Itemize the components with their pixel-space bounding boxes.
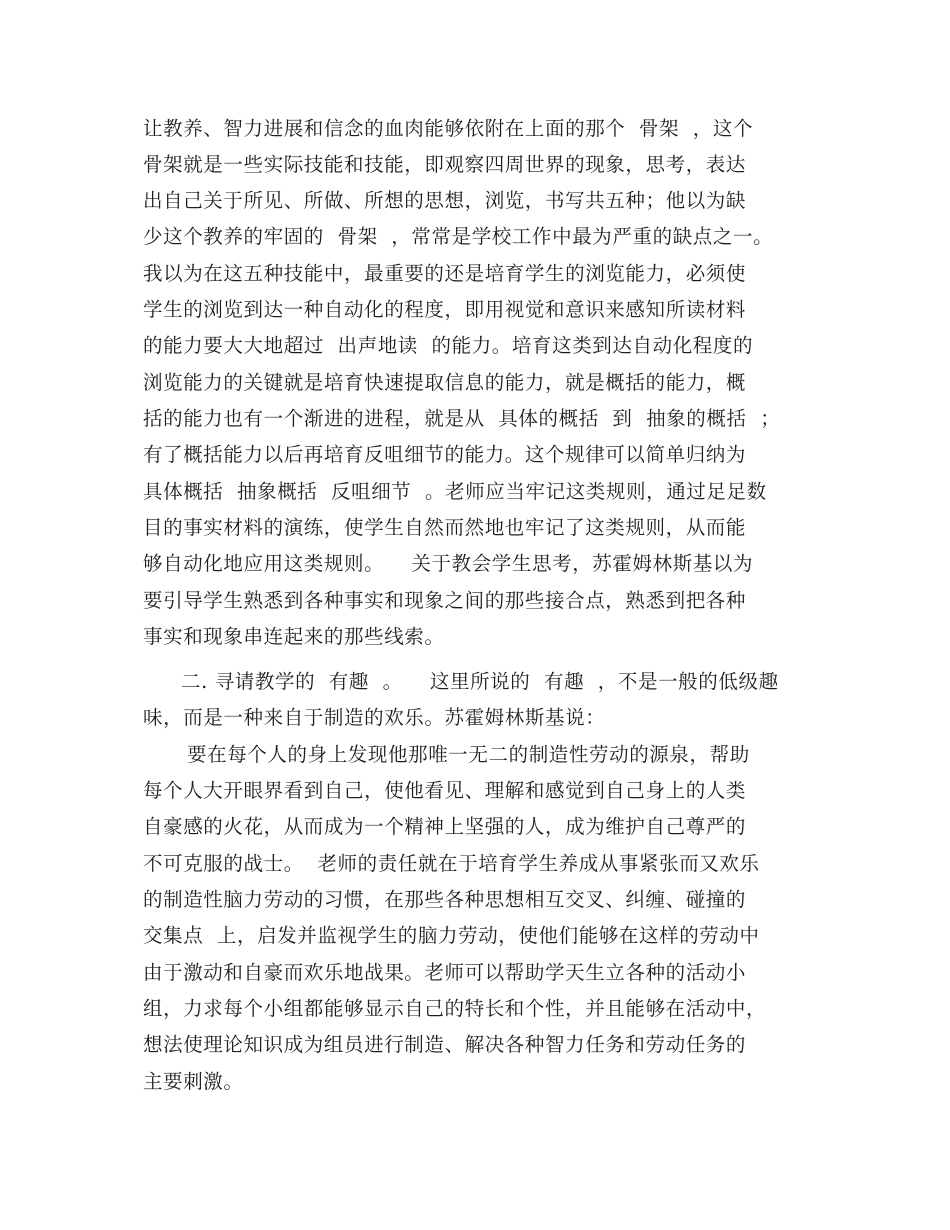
section-heading-line: 二. 寻请教学的 有趣 。 这里所说的 有趣 ，不是一般的低级趣 — [181, 670, 779, 693]
text-line: 够自动化地应用这类规则。 关于教会学生思考，苏霍姆林斯基以为 — [143, 552, 754, 575]
text-line: 骨架就是一些实际技能和技能，即观察四周世界的现象，思考，表达 — [143, 153, 747, 176]
text-line: 想法使理论知识成为组员进行制造、解决各种智力任务和劳动任务的 — [143, 1033, 747, 1056]
text-line: 的能力要大大地超过 出声地读 的能力。培育这类到达自动化程度的 — [143, 334, 754, 357]
text-line: 有了概括能力以后再培育反咀细节的能力。这个规律可以简单归纳为 — [143, 443, 747, 466]
text-line: 括的能力也有一个渐进的进程，就是从 具体的概括 到 抽象的概括 ； — [143, 407, 781, 430]
text-line: 不可克服的战士。 老师的责任就在于培育学生养成从事紧张而又欢乐 — [143, 852, 760, 875]
text-line: 要引导学生熟悉到各种事实和现象之间的那些接合点，熟悉到把各种 — [143, 589, 747, 612]
text-line: 由于激动和自豪而欢乐地战果。老师可以帮助学天生立各种的活动小 — [143, 961, 747, 984]
text-line: 要在每个人的身上发现他那唯一无二的制造性劳动的源泉，帮助 — [187, 743, 750, 766]
text-line: 每个人大开眼界看到自己，使他看见、理解和感觉到自己身上的人类 — [143, 779, 747, 802]
text-line: 自豪感的火花，从而成为一个精神上坚强的人，成为维护自己尊严的 — [143, 815, 747, 838]
text-line: 事实和现象串连起来的那些线索。 — [143, 625, 445, 648]
text-line: 目的事实材料的演练，使学生自然而然地也牢记了这类规则，从而能 — [143, 516, 747, 539]
text-line: 组，力求每个小组都能够显示自己的特长和个性，并且能够在活动中， — [143, 997, 767, 1020]
text-line: 学生的浏览到达一种自动化的程度，即用视觉和意识来感知所读材料 — [143, 298, 747, 321]
text-line: 交集点 上，启发并监视学生的脑力劳动，使他们能够在这样的劳动中 — [143, 924, 760, 947]
text-line: 少这个教养的牢固的 骨架 ，常常是学校工作中最为严重的缺点之一。 — [143, 225, 774, 248]
text-line: 主要刺激。 — [143, 1070, 244, 1093]
text-line: 出自己关于所见、所做、所想的思想，浏览，书写共五种；他以为缺 — [143, 189, 747, 212]
text-line: 味，而是一种来自于制造的欢乐。苏霍姆林斯基说： — [143, 706, 606, 729]
text-line: 的制造性脑力劳动的习惯，在那些各种思想相互交叉、纠缠、碰撞的 — [143, 888, 747, 911]
text-line: 具体概括 抽象概括 反咀细节 。老师应当牢记这类规则，通过足足数 — [143, 480, 767, 503]
text-line: 让教养、智力进展和信念的血肉能够依附在上面的那个 骨架 ，这个 — [143, 117, 754, 140]
text-line: 浏览能力的关键就是培育快速提取信息的能力，就是概括的能力，概 — [143, 371, 747, 394]
text-line: 我以为在这五种技能中，最重要的还是培育学生的浏览能力，必须使 — [143, 262, 747, 285]
